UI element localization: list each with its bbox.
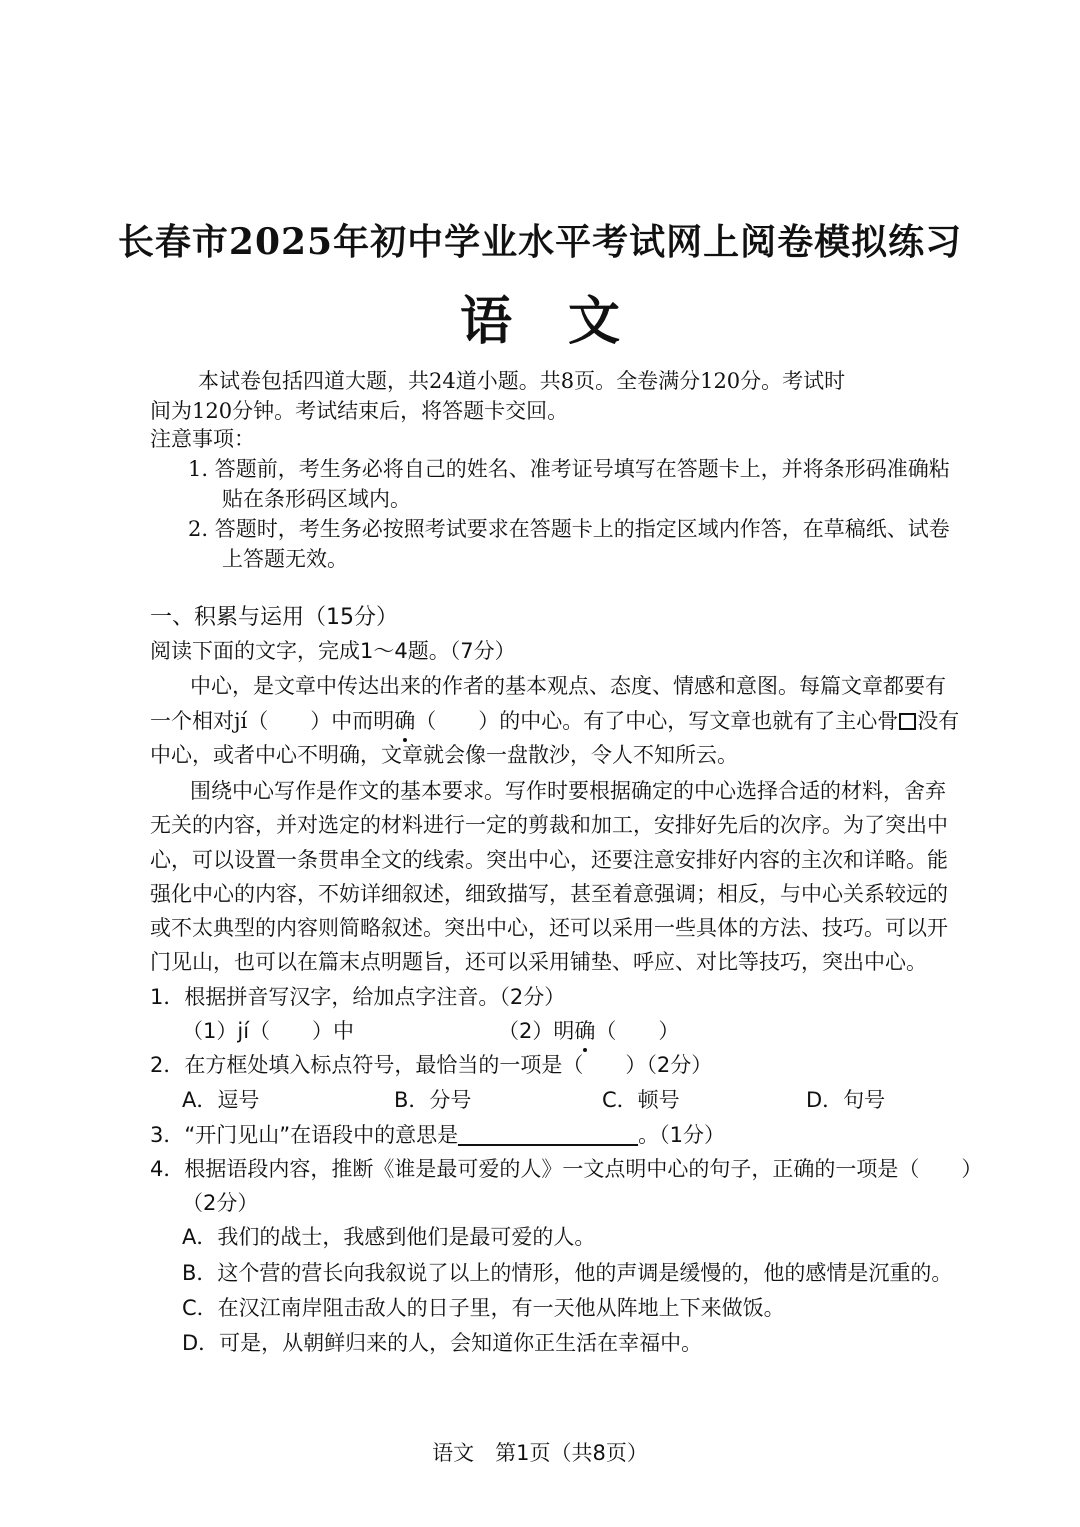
passage-p1-line-2 [150, 704, 959, 738]
notes-item-2-line-2: 上答题无效。 [222, 547, 348, 571]
passage-p2-line-6: 门见山，也可以在篇末点明题旨，还可以采用铺垫、呼应、对比等技巧，突出中心。 [150, 950, 927, 974]
question-2-option-b: B．分号 [394, 1088, 472, 1112]
passage-p1-line-3: 中心，或者中心不明确，文章就会像一盘散沙，令人不知所云。 [150, 743, 738, 767]
subject-title [0, 290, 1080, 354]
intro-line-1: 本试卷包括四道大题，共24道小题。共8页。全卷满分120分。考试时 [198, 369, 846, 393]
exam-title: 长春市2025年初中学业水平考试网上阅卷模拟练习 [117, 221, 963, 263]
answer-blank-line [458, 1122, 638, 1146]
passage-p2-line-2: 无关的内容，并对选定的材料进行一定的剪裁和加工，安排好先后的次序。为了突出中 [150, 813, 948, 837]
subject-title-right: 文 [568, 291, 621, 352]
notes-heading: 注意事项： [150, 427, 255, 451]
section-1-heading: 一、积累与运用（15分） [150, 605, 398, 630]
passage-p1-line-1: 中心，是文章中传达出来的作者的基本观点、态度、情感和意图。每篇文章都要有 [190, 674, 946, 698]
question-2-option-c: C．顿号 [602, 1088, 680, 1112]
notes-item-1-line-2: 贴在条形码区域内。 [222, 487, 411, 511]
question-4: 4．根据语段内容，推断《谁是最可爱的人》一文点明中心的句子，正确的一项是（ ） [150, 1157, 983, 1181]
page-footer: 语文 第1页（共8页） [432, 1441, 648, 1465]
notes-item-2-line-1: 2. 答题时，考生务必按照考试要求在答题卡上的指定区域内作答，在草稿纸、试卷 [188, 517, 950, 541]
passage-p2-line-1: 围绕中心写作是作文的基本要求。写作时要根据确定的中心选择合适的材料，舍弃 [190, 779, 946, 803]
subject-title-left: 语 [459, 291, 512, 352]
question-4-option-b: B．这个营的营长向我叙说了以上的情形，他的声调是缓慢的，他的感情是沉重的。 [182, 1261, 953, 1285]
question-1: 1．根据拼音写汉字，给加点字注音。（2分） [150, 985, 566, 1009]
question-3-score: 。（1分） [638, 1123, 725, 1147]
question-4-score: （2分） [182, 1191, 259, 1215]
dotted-character: 确 [574, 1014, 595, 1048]
question-2-option-d: D．句号 [806, 1088, 886, 1112]
passage-p2-line-3: 心，可以设置一条贯串全文的线索。突出中心，还要注意安排好内容的主次和详略。能 [150, 848, 948, 872]
intro-line-2: 间为120分钟。考试结束后，将答题卡交回。 [150, 399, 569, 423]
passage-p1-line-2-part-a: 一个相对jí（ ）中而明 [150, 709, 395, 733]
passage-p2-line-5: 或不太典型的内容则简略叙述。突出中心，还可以采用一些具体的方法、技巧。可以开 [150, 916, 948, 940]
passage-p1-line-2-part-b: （ ）的中心。有了中心，写文章也就有了主心骨 [415, 709, 899, 733]
dotted-character: 确 [394, 704, 415, 738]
question-1-part-2-pre: （2）明 [498, 1019, 575, 1043]
punctuation-blank-box [899, 713, 916, 730]
passage-p2-line-4: 强化中心的内容，不妨详细叙述，细致描写，甚至着意强调；相反，与中心关系较远的 [150, 882, 948, 906]
question-1-part-1: （1）jí（ ）中 [182, 1019, 355, 1043]
question-3-prompt: 3．“开门见山”在语段中的意思是 [150, 1123, 459, 1147]
notes-item-1-line-1: 1. 答题前，考生务必将自己的姓名、准考证号填写在答题卡上，并将条形码准确粘 [188, 457, 950, 481]
question-4-option-c: C．在汉江南岸阻击敌人的日子里，有一天他从阵地上下来做饭。 [182, 1296, 785, 1320]
passage-p1-line-2-part-c: 没有 [917, 709, 960, 733]
question-1-part-2-post: （ ） [595, 1019, 680, 1043]
question-2-option-a: A．逗号 [182, 1088, 260, 1112]
section-1-instruction: 阅读下面的文字，完成1～4题。（7分） [150, 639, 516, 663]
question-1-part-2 [498, 1014, 679, 1048]
question-4-option-a: A．我们的战士，我感到他们是最可爱的人。 [182, 1225, 596, 1249]
question-4-option-d: D．可是，从朝鲜归来的人，会知道你正生活在幸福中。 [182, 1331, 703, 1355]
question-2: 2．在方框处填入标点符号，最恰当的一项是（ ）（2分） [150, 1053, 713, 1077]
question-3 [150, 1118, 725, 1152]
